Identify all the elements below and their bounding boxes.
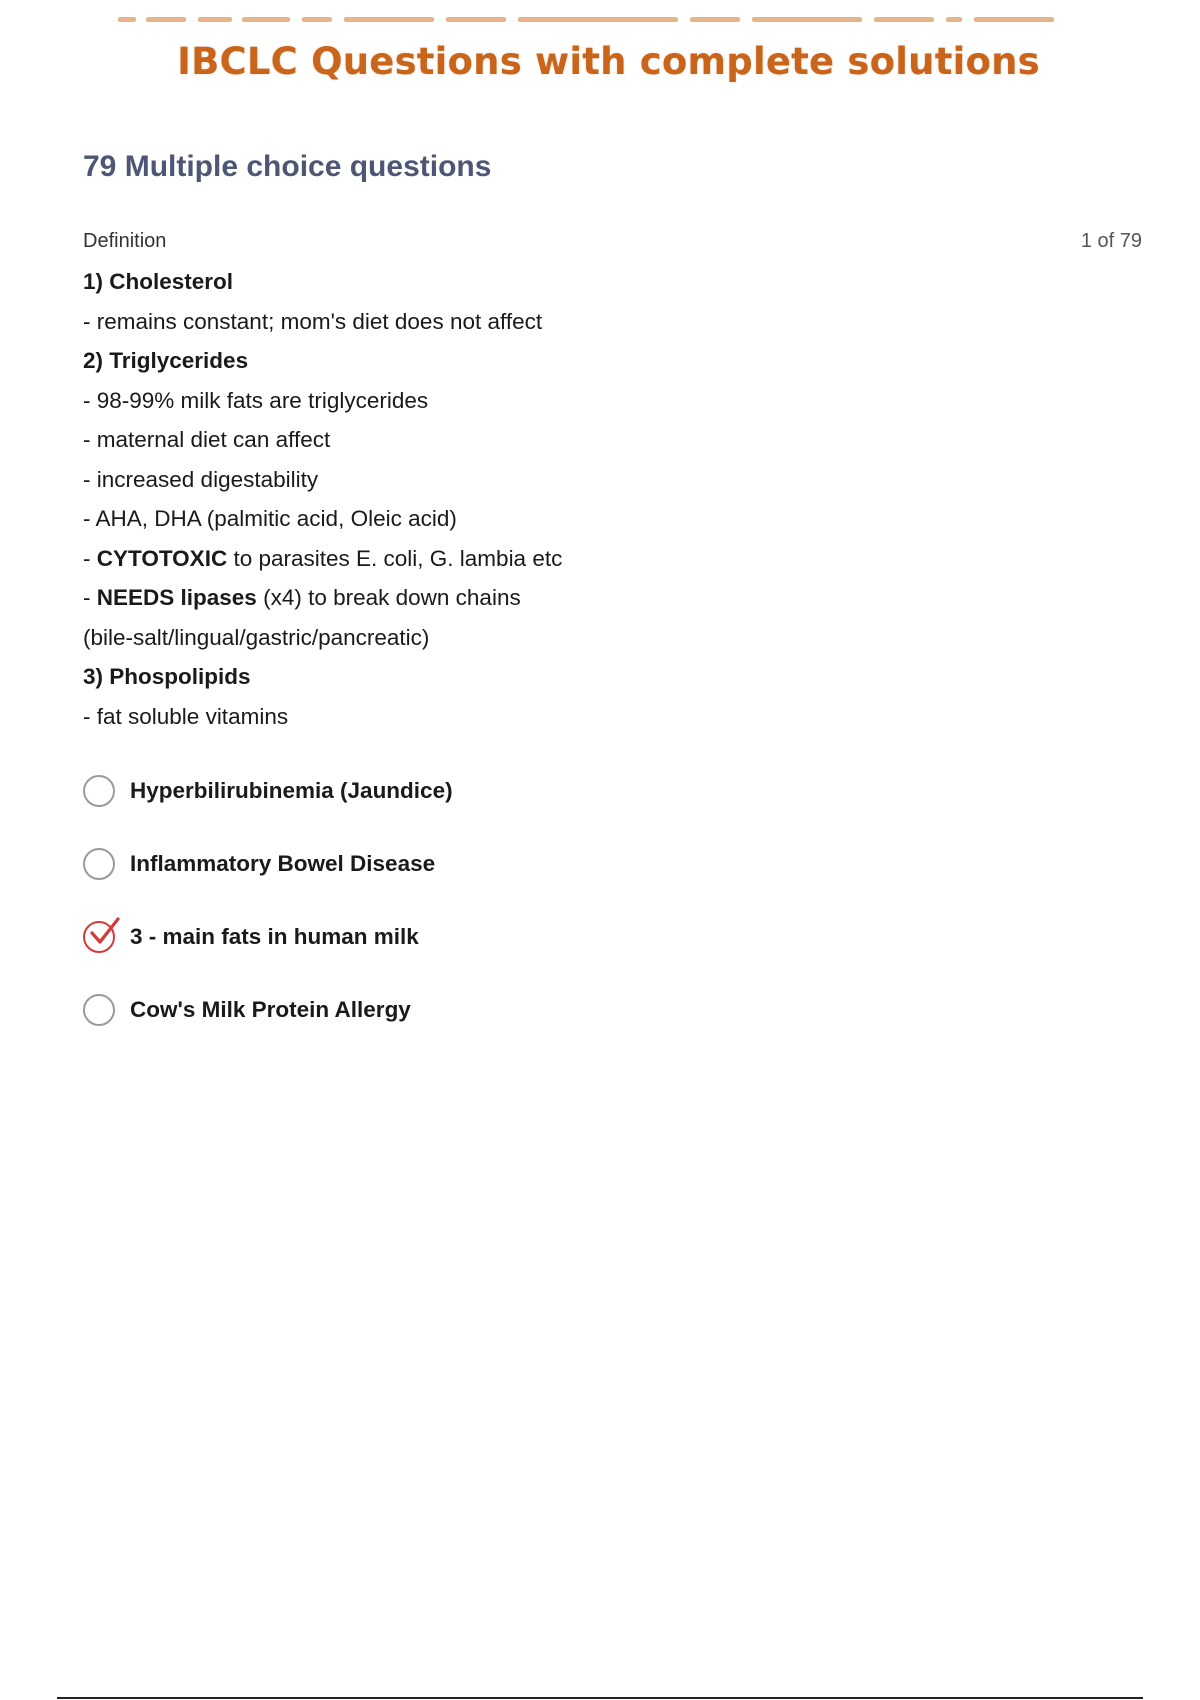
answer-option[interactable]: [83, 754, 883, 827]
question-counter: 1 of 79: [1080, 230, 1142, 252]
definition-line: - NEEDS lipases (x4) to break down chains: [83, 585, 521, 610]
definition-line: - CYTOTOXIC to parasites E. coli, G. lambia etc: [83, 545, 563, 571]
answer-option-label: Cow's Milk Protein Allergy: [130, 996, 411, 1022]
document-title: IBCLC Questions with complete solutions: [177, 40, 1040, 83]
radio-circle-icon[interactable]: [83, 848, 115, 880]
definition-line: - 98-99% milk fats are triglycerides: [83, 387, 429, 413]
footer-divider: [57, 1697, 1143, 1699]
radio-circle-icon[interactable]: [83, 775, 115, 807]
card-type-label: Definition: [83, 230, 167, 252]
answer-option-label: Hyperbilirubinemia (Jaundice): [130, 777, 453, 803]
answer-option-label: Inflammatory Bowel Disease: [130, 850, 436, 876]
definition-line: 3) Phospolipids: [83, 664, 251, 689]
definition-line: - remains constant; mom's diet does not affect: [83, 308, 543, 334]
definition-line: - increased digestability: [83, 466, 319, 492]
quiz-heading: 79 Multiple choice questions: [83, 150, 492, 183]
definition-line: - AHA, DHA (palmitic acid, Oleic acid): [83, 506, 457, 531]
radio-circle-icon[interactable]: [83, 994, 115, 1026]
answer-option[interactable]: [83, 973, 883, 1046]
checkmark-icon[interactable]: [83, 921, 115, 953]
answer-option-label: 3 - main fats in human milk: [130, 923, 419, 949]
definition-body: [83, 262, 983, 736]
definition-line: 2) Triglycerides: [83, 348, 249, 373]
answer-option[interactable]: [83, 827, 883, 900]
answer-option-selected[interactable]: [83, 900, 883, 973]
definition-line: - fat soluble vitamins: [83, 703, 289, 729]
definition-line: 1) Cholesterol: [83, 269, 234, 294]
definition-line: - maternal diet can affect: [83, 427, 331, 452]
definition-line: (bile-salt/lingual/gastric/pancreatic): [83, 624, 430, 650]
cropped-header-strip: [118, 14, 1103, 24]
answer-options: [83, 754, 883, 1046]
